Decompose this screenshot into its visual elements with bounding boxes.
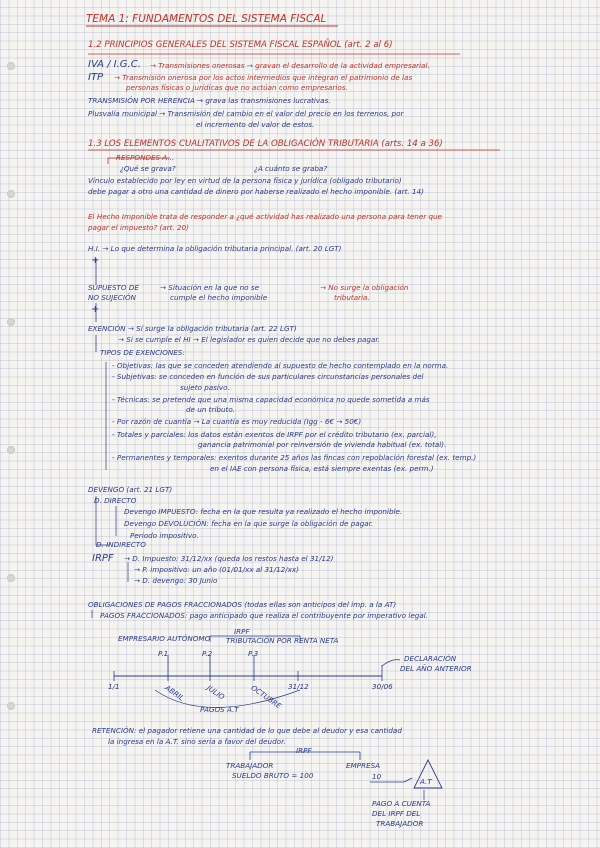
plusvalia-text-2: el incremento del valor de estos.	[196, 120, 315, 129]
timeline-octubre: OCTUBRE	[249, 683, 284, 711]
devengo-heading: DEVENGO (art. 21 LGT)	[88, 485, 173, 494]
declaracion-label-2: DEL AÑO ANTERIOR	[400, 664, 472, 673]
pagos-fraccionados-definition: PAGOS FRACCIONADOS: pago anticipado que realiza el contribuyente por imperativo legal.	[100, 611, 428, 620]
devengo-devolucion: Devengo DEVOLUCIÓN: fecha en la que surge la obligación de pagar.	[124, 519, 374, 528]
exencion-text-2: → Si se cumple el HI → El legislador es quien decide que no debes pagar.	[118, 335, 380, 344]
exencion-permanentes-2: en el IAE con persona física, está siempre exentas (ex. perm.)	[210, 464, 434, 473]
irpf-periodo-impositivo: → P. impositivo: un año (01/01/xx al 31/12/xx)	[134, 565, 299, 574]
empresario-autonomo: EMPRESARIO AUTÓNOMO	[118, 634, 211, 643]
iva-text: → Transmisiones onerosas → gravan el desarrollo de la actividad empresarial.	[150, 61, 430, 70]
itp-label: ITP	[88, 72, 104, 83]
itp-text-1: → Transmisión onerosa por los actos intermedios que integran el patrimonio de las	[114, 73, 413, 82]
exencion-subjetivas-1: - Subjetivas: se conceden en función de sus particulares circunstancias personales del	[112, 372, 424, 381]
exencion-objetivas: - Objetivas: las que se conceden atendiendo al supuesto de hecho contemplado en la norma.	[112, 361, 449, 370]
pagos-fraccionados-heading: OBLIGACIONES DE PAGOS FRACCIONADOS (todas ellas son anticipos del imp. a la AT)	[88, 600, 397, 609]
retencion-text-1: RETENCIÓN: el pagador retiene una cantidad de lo que debe al deudor y esa cantidad	[92, 726, 402, 735]
timeline-p2: P.2	[202, 649, 213, 658]
irpf-devengo-fecha: → D. devengo: 30 Junio	[134, 576, 218, 585]
timeline-end-year: 31/12	[288, 682, 309, 691]
no-sujecion-label-1: SUPUESTO DE	[88, 283, 139, 292]
hi-text: H.I. → Lo que determina la obligación tributaria principal. (art. 20 LGT)	[88, 244, 342, 253]
hecho-imponible-text-2: pagar el impuesto? (art. 20)	[88, 223, 189, 232]
exencion-text-1: EXENCIÓN → Sí surge la obligación tributaria (art. 22 LGT)	[88, 324, 297, 333]
timeline-start: 1/1	[108, 682, 120, 691]
exencion-tecnicas-1: - Técnicas: se pretende que una misma capacidad económica no quede sometida a más	[112, 395, 430, 404]
devengo-directo: D. DIRECTO	[94, 496, 137, 505]
question-2: ¿A cuánto se graba?	[254, 164, 328, 173]
timeline-p1: P.1	[158, 649, 169, 658]
exencion-subjetivas-2: sujeto pasivo.	[180, 383, 230, 392]
at-label: A.T	[420, 777, 432, 786]
exencion-totales-2: ganancia patrimonial por reinversión de vivienda habitual (ex. total).	[198, 440, 447, 449]
no-sujecion-label-2: NO SUJECIÓN	[88, 293, 136, 302]
exencion-totales-1: - Totales y parciales: los datos están exentos de IRPF por el crédito tributario (ex. parcial),	[112, 430, 437, 439]
exencion-cuantia: - Por razón de cuantía → La cuantía es muy reducida (Igg - 6€ → 50€)	[112, 417, 362, 426]
retencion-amount: 10	[372, 772, 382, 781]
herencia-text: TRANSMISIÓN POR HERENCIA → grava las transmisiones lucrativas.	[88, 96, 331, 105]
irpf-devengo-impuesto: → D. Impuesto: 31/12/xx (queda los restos hasta el 31/12)	[124, 554, 334, 563]
periodo-impositivo: Periodo impositivo.	[130, 531, 199, 540]
timeline-abril: ABRIL	[163, 683, 186, 703]
pagos-at-label: PAGOS A.T	[200, 705, 239, 714]
no-sujecion-result-1: → No surge la obligación	[320, 283, 409, 292]
itp-text-2: personas físicas o jurídicas que no actúan como empresarios.	[126, 83, 348, 92]
timeline-junio: 30/06	[372, 682, 393, 691]
declaracion-label-1: DECLARACIÓN	[404, 654, 457, 663]
sueldo-bruto: SUELDO BRUTO = 100	[232, 771, 314, 780]
no-sujecion-result-2: tributaria.	[334, 293, 370, 302]
tributacion-renta-neta: TRIBUTACIÓN POR RENTA NETA	[226, 636, 339, 645]
irpf-label: IRPF	[92, 553, 114, 564]
empresa-label: EMPRESA	[346, 761, 381, 770]
retencion-text-2: la ingresa en la A.T. sino sería a favor del deudor.	[108, 737, 286, 746]
no-sujecion-text-1: → Situación en la que no se	[160, 283, 260, 292]
section-heading-1-3: 1.3 LOS ELEMENTOS CUALITATIVOS DE LA OBLIGACIÓN TRIBUTARIA (arts. 14 a 36)	[88, 139, 443, 149]
vinculo-text-2: debe pagar a otro una cantidad de dinero por haberse realizado el hecho imponible. (art. 14)	[88, 187, 424, 196]
trabajador-label: TRABAJADOR	[226, 761, 274, 770]
retencion-irpf-tag: IRPF	[296, 746, 312, 755]
tipos-exenciones-label: TIPOS DE EXENCIONES:	[100, 348, 185, 357]
page-title: TEMA 1: FUNDAMENTOS DEL SISTEMA FISCAL	[86, 13, 327, 25]
hecho-imponible-text-1: El Hecho Imponible trata de responder a ¿qué actividad has realizado una persona para tener que	[88, 212, 443, 221]
exencion-permanentes-1: - Permanentes y temporales: exentos durante 25 años las fincas con repoblación forestal (ex. temp.)	[112, 453, 477, 462]
devengo-impuesto: Devengo IMPUESTO: fecha en la que resulta ya realizado el hecho imponible.	[124, 507, 403, 516]
plus-sign-2: +	[91, 304, 100, 315]
question-1: ¿Qué se grava?	[120, 164, 176, 173]
plusvalia-text-1: Plusvalía municipal → Transmisión del cambio en el valor del precio en los terrenos, por	[88, 109, 404, 118]
pago-cuenta-2: DEL IRPF DEL	[372, 809, 421, 818]
respondes-label: RESPONDES A...	[116, 153, 175, 162]
timeline-p3: P.3	[248, 649, 259, 658]
no-sujecion-text-2: cumple el hecho imponible	[170, 293, 268, 302]
pago-cuenta-3: TRABAJADOR	[376, 819, 424, 828]
plus-sign-1: +	[91, 255, 100, 266]
vinculo-text-1: Vínculo establecido por ley en virtud de la persona física y jurídica (obligado tributario)	[88, 176, 402, 185]
timeline-julio: JULIO	[205, 683, 227, 702]
devengo-indirecto: D. INDIRECTO	[96, 540, 146, 549]
iva-label: IVA / I.G.C.	[88, 59, 141, 70]
exencion-tecnicas-2: de un tributo.	[186, 405, 236, 414]
irpf-tag: IRPF	[234, 627, 250, 636]
section-heading-1-2: 1.2 PRINCIPIOS GENERALES DEL SISTEMA FISCAL ESPAÑOL (art. 2 al 6)	[88, 40, 393, 50]
pago-cuenta-1: PAGO A CUENTA	[372, 799, 431, 808]
